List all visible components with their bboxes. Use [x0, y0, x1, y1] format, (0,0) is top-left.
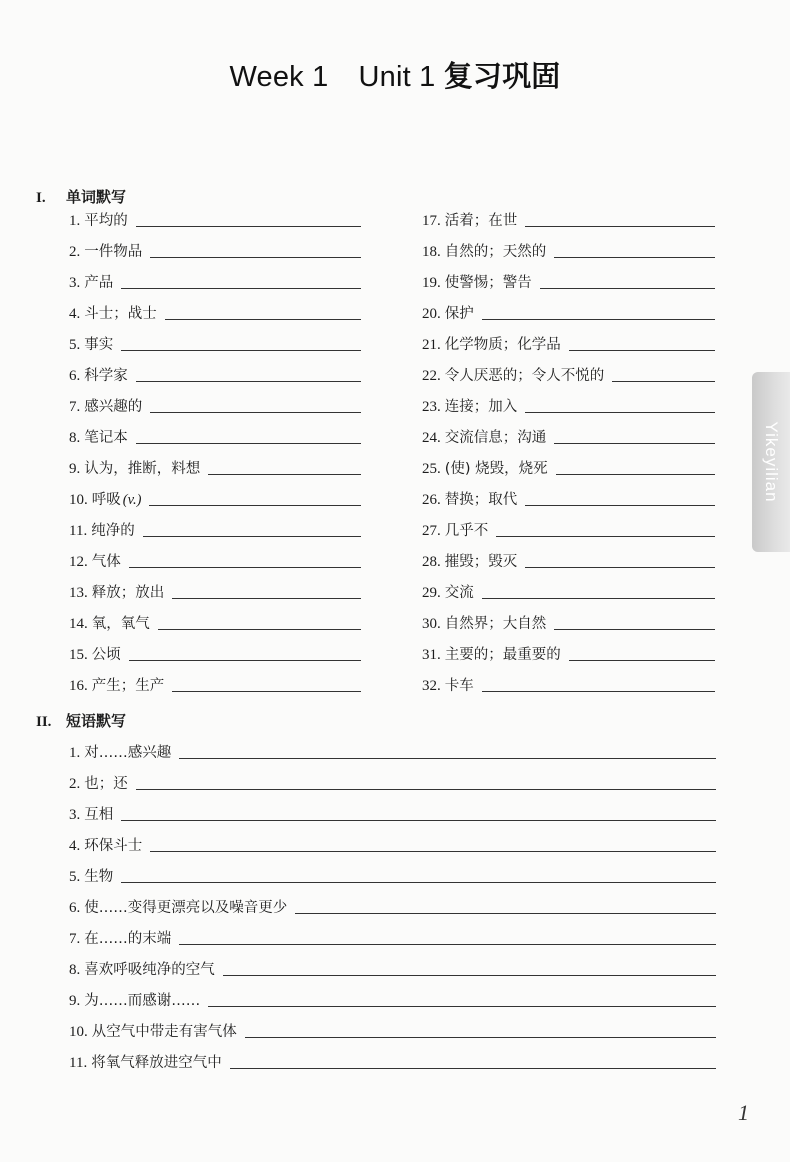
item-number: 13. [69, 585, 88, 601]
item-number: 19. [422, 275, 441, 291]
item-term: 公顷 [91, 647, 121, 663]
vocab-item [69, 301, 361, 323]
phrase-item [69, 833, 716, 855]
answer-blank[interactable] [556, 473, 715, 475]
vocab-item [69, 332, 361, 354]
answer-blank[interactable] [179, 943, 716, 945]
page-number: 1 [738, 1100, 749, 1125]
answer-blank[interactable] [129, 566, 361, 568]
answer-blank[interactable] [612, 380, 715, 382]
item-term: 认为，推断，料想 [84, 461, 201, 477]
vocab-item [422, 487, 715, 509]
answer-blank[interactable] [554, 256, 715, 258]
answer-blank[interactable] [525, 566, 715, 568]
item-term: 令人厌恶的；令人不悦的 [444, 368, 605, 384]
item-term: 科学家 [84, 368, 128, 384]
item-number: 22. [422, 368, 441, 384]
answer-blank[interactable] [525, 225, 715, 227]
item-number: 28. [422, 554, 441, 570]
item-number: 8. [69, 430, 81, 446]
item-term: 连接；加入 [444, 399, 518, 415]
phrase-item [69, 1050, 716, 1072]
side-tab-label: Yikeyilian [762, 421, 781, 503]
page-title [0, 54, 790, 95]
title-unit: Unit 1 [358, 61, 436, 93]
answer-blank[interactable] [149, 504, 361, 506]
item-term: 产品 [84, 275, 114, 291]
item-number: 10. [69, 492, 88, 508]
side-tab [752, 372, 790, 552]
item-term: 也；还 [84, 776, 128, 792]
item-number: 4. [69, 306, 81, 322]
item-number: 2. [69, 244, 81, 260]
phrase-item [69, 802, 716, 824]
item-number: 8. [69, 962, 81, 978]
item-number: 27. [422, 523, 441, 539]
vocab-item [69, 487, 361, 509]
phrase-item [69, 740, 716, 762]
vocab-item [422, 549, 715, 571]
vocab-item [422, 425, 715, 447]
item-number: 9. [69, 993, 81, 1009]
item-term: 几乎不 [444, 523, 489, 539]
item-number: 32. [422, 678, 441, 694]
section-phrases-heading [36, 710, 126, 731]
answer-blank[interactable] [245, 1036, 716, 1038]
item-term: 斗士；战士 [84, 306, 157, 322]
item-term: 环保斗士 [84, 838, 143, 854]
item-term: 纯净的 [91, 523, 135, 539]
item-term: (使) 烧毁，烧死 [444, 461, 548, 477]
vocab-item [422, 456, 715, 478]
vocab-item [69, 611, 361, 633]
item-number: 11. [69, 523, 88, 539]
item-number: 17. [422, 213, 441, 229]
vocab-item [69, 673, 361, 695]
item-term: 气体 [91, 554, 121, 570]
item-term: 使警惕；警告 [444, 275, 532, 291]
vocab-item [422, 580, 715, 602]
item-number: 31. [422, 647, 441, 663]
vocab-item [69, 549, 361, 571]
vocab-item [422, 270, 715, 292]
answer-blank[interactable] [129, 659, 361, 661]
vocab-item [69, 394, 361, 416]
item-term: 氧，氧气 [91, 616, 150, 632]
item-term: 从空气中带走有害气体 [91, 1024, 237, 1040]
item-number: 4. [69, 838, 81, 854]
item-term: 生物 [84, 869, 114, 885]
item-number: 24. [422, 430, 441, 446]
item-term: 卡车 [444, 678, 474, 694]
item-number: 15. [69, 647, 88, 663]
answer-blank[interactable] [554, 628, 715, 630]
title-subtitle: 复习巩固 [443, 61, 561, 93]
item-term: 将氧气释放进空气中 [91, 1055, 222, 1071]
answer-blank[interactable] [540, 287, 715, 289]
item-term: 主要的；最重要的 [444, 647, 561, 663]
item-term: 替换；取代 [444, 492, 518, 508]
answer-blank[interactable] [121, 349, 361, 351]
vocab-item [69, 208, 361, 230]
item-number: 6. [69, 900, 81, 916]
item-number: 20. [422, 306, 441, 322]
vocab-item [422, 239, 715, 261]
item-term: 在……的末端 [84, 931, 172, 947]
item-term: 对……感兴趣 [84, 745, 172, 761]
item-number: 16. [69, 678, 88, 694]
answer-blank[interactable] [121, 287, 361, 289]
vocab-item [69, 239, 361, 261]
vocab-item [422, 332, 715, 354]
item-term: 化学物质；化学品 [444, 337, 561, 353]
answer-blank[interactable] [150, 256, 361, 258]
answer-blank[interactable] [208, 1005, 716, 1007]
item-number: 6. [69, 368, 81, 384]
answer-blank[interactable] [172, 597, 361, 599]
item-number: 3. [69, 807, 81, 823]
item-number: 25. [422, 461, 441, 477]
item-term: 感兴趣的 [84, 399, 143, 415]
vocab-item [69, 518, 361, 540]
item-number: 26. [422, 492, 441, 508]
answer-blank[interactable] [121, 819, 716, 821]
answer-blank[interactable] [569, 349, 715, 351]
item-number: 11. [69, 1055, 88, 1071]
answer-blank[interactable] [143, 535, 361, 537]
section-roman: II. [36, 714, 52, 730]
vocab-item [69, 456, 361, 478]
answer-blank[interactable] [121, 881, 716, 883]
item-number: 10. [69, 1024, 88, 1040]
vocab-item [69, 270, 361, 292]
answer-blank[interactable] [482, 597, 715, 599]
phrase-item [69, 957, 716, 979]
vocab-item [422, 363, 715, 385]
answer-blank[interactable] [136, 442, 361, 444]
phrase-item [69, 1019, 716, 1041]
answer-blank[interactable] [223, 974, 716, 976]
item-term: 喜欢呼吸纯净的空气 [84, 962, 215, 978]
item-term: 活着；在世 [444, 213, 518, 229]
phrase-item [69, 926, 716, 948]
item-term: 平均的 [84, 213, 128, 229]
item-term: 使……变得更漂亮以及噪音更少 [84, 900, 288, 916]
item-number: 3. [69, 275, 81, 291]
item-term: 产生；生产 [91, 678, 165, 694]
answer-blank[interactable] [165, 318, 361, 320]
phrase-item [69, 771, 716, 793]
item-term: 自然界；大自然 [444, 616, 547, 632]
answer-blank[interactable] [136, 788, 716, 790]
item-number: 21. [422, 337, 441, 353]
item-number: 18. [422, 244, 441, 260]
answer-blank[interactable] [179, 757, 716, 759]
item-number: 1. [69, 745, 81, 761]
item-number: 2. [69, 776, 81, 792]
vocab-item [422, 611, 715, 633]
answer-blank[interactable] [230, 1067, 716, 1069]
vocab-item [69, 580, 361, 602]
item-number: 14. [69, 616, 88, 632]
item-number: 1. [69, 213, 81, 229]
section-vocabulary-heading [36, 186, 126, 207]
vocab-item [69, 363, 361, 385]
item-term: 保护 [444, 306, 474, 322]
item-number: 9. [69, 461, 81, 477]
answer-blank[interactable] [136, 225, 361, 227]
item-number: 12. [69, 554, 88, 570]
item-term: 释放；放出 [91, 585, 165, 601]
answer-blank[interactable] [295, 912, 716, 914]
item-number: 23. [422, 399, 441, 415]
item-number: 7. [69, 399, 81, 415]
item-number: 30. [422, 616, 441, 632]
vocab-item [422, 642, 715, 664]
item-term: 为……而感谢…… [84, 993, 201, 1009]
item-term: 笔记本 [84, 430, 128, 446]
phrase-item [69, 895, 716, 917]
item-term: 交流 [444, 585, 474, 601]
section-title: 单词默写 [66, 188, 127, 206]
item-number: 5. [69, 337, 81, 353]
answer-blank[interactable] [496, 535, 715, 537]
section-title: 短语默写 [66, 712, 127, 730]
answer-blank[interactable] [172, 690, 361, 692]
answer-blank[interactable] [482, 318, 715, 320]
answer-blank[interactable] [136, 380, 361, 382]
item-number: 5. [69, 869, 81, 885]
answer-blank[interactable] [158, 628, 361, 630]
vocab-item [422, 518, 715, 540]
item-term: 一件物品 [84, 244, 143, 260]
vocab-item [422, 208, 715, 230]
title-week: Week 1 [229, 61, 329, 93]
item-term: 事实 [84, 337, 114, 353]
item-term: 呼吸 [91, 492, 121, 508]
item-term: 互相 [84, 807, 114, 823]
vocab-item [422, 394, 715, 416]
part-of-speech: (v.) [122, 492, 142, 508]
answer-blank[interactable] [150, 411, 361, 413]
answer-blank[interactable] [482, 690, 715, 692]
answer-blank[interactable] [150, 850, 716, 852]
vocab-item [422, 301, 715, 323]
phrase-item [69, 864, 716, 886]
item-term: 交流信息；沟通 [444, 430, 547, 446]
item-number: 7. [69, 931, 81, 947]
item-term: 自然的；天然的 [444, 244, 547, 260]
answer-blank[interactable] [554, 442, 715, 444]
item-term: 摧毁；毁灭 [444, 554, 518, 570]
item-number: 29. [422, 585, 441, 601]
answer-blank[interactable] [569, 659, 715, 661]
section-roman: I. [36, 190, 46, 206]
phrase-item [69, 988, 716, 1010]
vocab-item [69, 642, 361, 664]
answer-blank[interactable] [525, 411, 715, 413]
vocab-item [422, 673, 715, 695]
answer-blank[interactable] [208, 473, 361, 475]
vocab-item [69, 425, 361, 447]
answer-blank[interactable] [525, 504, 715, 506]
